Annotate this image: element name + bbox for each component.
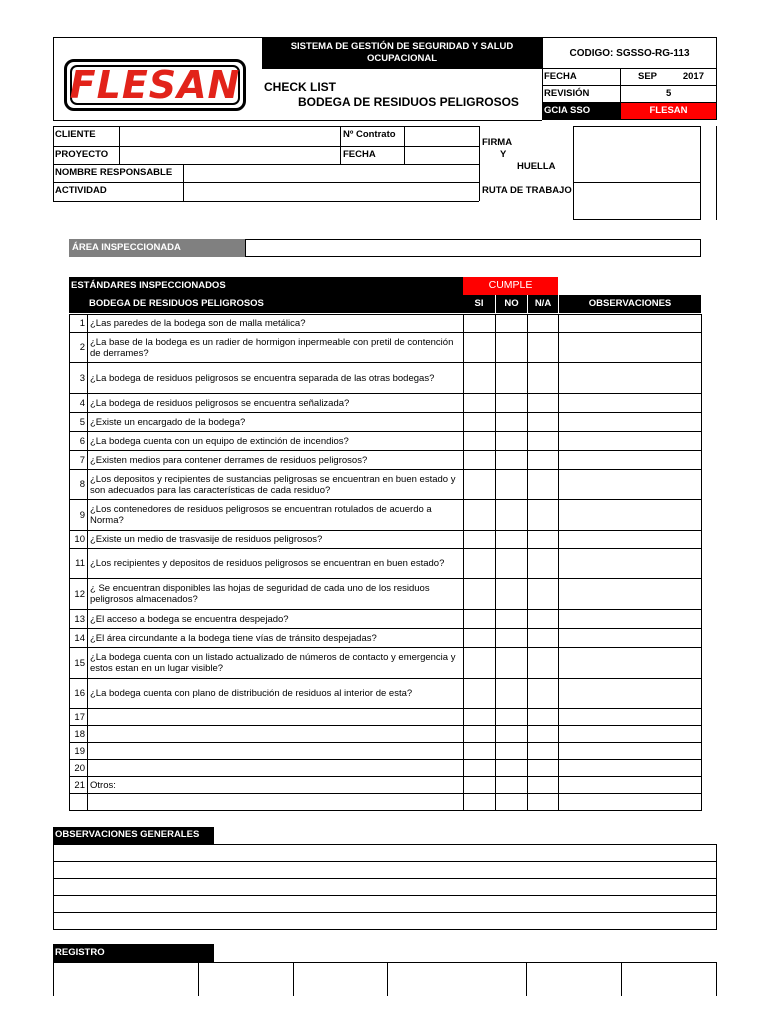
proyecto-label: PROYECTO [55, 149, 109, 160]
item-number: 10 [70, 531, 88, 549]
na-cell[interactable] [528, 760, 559, 777]
item-question: ¿Existen medios para contener derrames de residuos peligrosos? [88, 451, 464, 470]
item-number: 14 [70, 629, 88, 648]
si-cell[interactable] [464, 432, 496, 451]
na-cell[interactable] [528, 610, 559, 629]
na-cell[interactable] [528, 470, 559, 500]
ruta-box[interactable] [573, 182, 701, 220]
na-cell[interactable] [528, 394, 559, 413]
checklist-row [70, 531, 702, 549]
item-number: 6 [70, 432, 88, 451]
item-question [88, 794, 464, 811]
observaciones-cell[interactable] [559, 531, 702, 549]
no-cell[interactable] [496, 709, 528, 726]
no-cell[interactable] [496, 549, 528, 579]
item-question: ¿Los depositos y recipientes de sustancias peligrosas se encuentran en buen estado y son adecuados para las características de cada residuo? [88, 470, 464, 500]
item-question: ¿El área circundante a la bodega tiene vías de tránsito despejadas? [88, 629, 464, 648]
observaciones-cell[interactable] [559, 394, 702, 413]
checklist-row [70, 709, 702, 726]
na-cell[interactable] [528, 500, 559, 531]
si-cell[interactable] [464, 760, 496, 777]
si-cell[interactable] [464, 726, 496, 743]
observaciones-cell[interactable] [559, 451, 702, 470]
col-no: NO [495, 295, 527, 313]
contrato-label: Nº Contrato [343, 129, 396, 140]
fecha-label: FECHA [343, 149, 376, 160]
item-question: ¿La bodega cuenta con un equipo de extinción de incendios? [88, 432, 464, 451]
document-title: BODEGA DE RESIDUOS PELIGROSOS [298, 95, 519, 109]
item-question: ¿El acceso a bodega se encuentra despejado? [88, 610, 464, 629]
no-cell[interactable] [496, 629, 528, 648]
no-cell[interactable] [496, 315, 528, 333]
item-number: 15 [70, 648, 88, 679]
na-cell[interactable] [528, 363, 559, 394]
observaciones-cell[interactable] [559, 629, 702, 648]
observaciones-cell[interactable] [559, 500, 702, 531]
no-cell[interactable] [496, 333, 528, 363]
no-cell[interactable] [496, 500, 528, 531]
na-cell[interactable] [528, 777, 559, 794]
item-number: 8 [70, 470, 88, 500]
si-cell[interactable] [464, 451, 496, 470]
item-number: 7 [70, 451, 88, 470]
item-question [88, 709, 464, 726]
meta-revision-row: REVISIÓN 5 [542, 86, 717, 103]
si-cell[interactable] [464, 363, 496, 394]
no-cell[interactable] [496, 648, 528, 679]
na-cell[interactable] [528, 549, 559, 579]
observaciones-cell[interactable] [559, 413, 702, 432]
observaciones-cell[interactable] [559, 743, 702, 760]
checklist-row [70, 743, 702, 760]
item-question: ¿Las paredes de la bodega son de malla metálica? [88, 315, 464, 333]
checklist-row [70, 333, 702, 363]
checklist-row [70, 760, 702, 777]
checklist-row [70, 451, 702, 470]
huella-label: HUELLA [517, 161, 556, 172]
no-cell[interactable] [496, 363, 528, 394]
na-cell[interactable] [528, 531, 559, 549]
observaciones-cell[interactable] [559, 679, 702, 709]
y-label: Y [500, 149, 507, 160]
item-number: 13 [70, 610, 88, 629]
na-cell[interactable] [528, 794, 559, 811]
checklist-table [69, 314, 702, 811]
checklist-row [70, 394, 702, 413]
na-cell[interactable] [528, 648, 559, 679]
item-number: 2 [70, 333, 88, 363]
no-cell[interactable] [496, 470, 528, 500]
na-cell[interactable] [528, 413, 559, 432]
observaciones-cell[interactable] [559, 648, 702, 679]
si-cell[interactable] [464, 531, 496, 549]
no-cell[interactable] [496, 743, 528, 760]
cliente-label: CLIENTE [55, 129, 96, 140]
item-question: ¿La bodega de residuos peligrosos se encuentra señalizada? [88, 394, 464, 413]
si-cell[interactable] [464, 413, 496, 432]
observaciones-cell[interactable] [559, 315, 702, 333]
si-cell[interactable] [464, 794, 496, 811]
checklist-row [70, 579, 702, 610]
logo-cell [53, 37, 262, 121]
observaciones-cell[interactable] [559, 333, 702, 363]
item-number: 4 [70, 394, 88, 413]
no-cell[interactable] [496, 777, 528, 794]
no-cell[interactable] [496, 451, 528, 470]
firma-label: FIRMA [482, 137, 513, 148]
checklist-row [70, 610, 702, 629]
system-title: SISTEMA DE GESTIÓN DE SEGURIDAD Y SALUD OCUPACIONAL [262, 37, 542, 69]
ruta-label: RUTA DE TRABAJO [482, 185, 572, 196]
no-cell[interactable] [496, 760, 528, 777]
item-number [70, 794, 88, 811]
si-cell[interactable] [464, 709, 496, 726]
gcia-value: FLESAN [621, 103, 716, 119]
na-cell[interactable] [528, 709, 559, 726]
no-cell[interactable] [496, 531, 528, 549]
observaciones-cell[interactable] [559, 794, 702, 811]
item-question: ¿Los recipientes y depositos de residuos peligrosos se encuentran en buen estado? [88, 549, 464, 579]
observaciones-cell[interactable] [559, 363, 702, 394]
observaciones-cell[interactable] [559, 432, 702, 451]
checklist-row [70, 777, 702, 794]
si-cell[interactable] [464, 470, 496, 500]
standards-label: ESTÁNDARES INSPECCIONADOS [69, 277, 463, 295]
checklist-row [70, 363, 702, 394]
check-list-label: CHECK LIST [264, 80, 336, 94]
observaciones-area[interactable] [54, 845, 716, 929]
item-question: Otros: [88, 777, 464, 794]
checklist-row [70, 679, 702, 709]
item-number: 17 [70, 709, 88, 726]
item-number: 5 [70, 413, 88, 432]
registro-label: REGISTRO [53, 944, 214, 962]
item-number: 18 [70, 726, 88, 743]
no-cell[interactable] [496, 432, 528, 451]
si-cell[interactable] [464, 610, 496, 629]
observaciones-cell[interactable] [559, 760, 702, 777]
document-title-cell [262, 69, 542, 121]
na-cell[interactable] [528, 629, 559, 648]
item-number: 12 [70, 579, 88, 610]
si-cell[interactable] [464, 315, 496, 333]
col-observaciones: OBSERVACIONES [558, 295, 701, 313]
checklist-row [70, 315, 702, 333]
observaciones-cell[interactable] [559, 709, 702, 726]
no-cell[interactable] [496, 610, 528, 629]
item-question [88, 743, 464, 760]
no-cell[interactable] [496, 579, 528, 610]
item-number: 3 [70, 363, 88, 394]
checklist-row [70, 500, 702, 531]
item-question: ¿Existe un encargado de la bodega? [88, 413, 464, 432]
na-cell[interactable] [528, 451, 559, 470]
item-question [88, 760, 464, 777]
checklist-row [70, 432, 702, 451]
area-label: ÁREA INSPECCIONADA [69, 239, 245, 257]
document-code: CODIGO: SGSSO-RG-113 [542, 37, 717, 69]
si-cell[interactable] [464, 743, 496, 760]
na-cell[interactable] [528, 726, 559, 743]
no-cell[interactable] [496, 394, 528, 413]
observaciones-cell[interactable] [559, 777, 702, 794]
si-cell[interactable] [464, 629, 496, 648]
item-question: ¿La bodega cuenta con un listado actualizado de números de contacto y emergencia y estos estan en un lugar visible? [88, 648, 464, 679]
item-number: 21 [70, 777, 88, 794]
observaciones-cell[interactable] [559, 726, 702, 743]
nombre-responsable-label: NOMBRE RESPONSABLE [55, 167, 173, 178]
si-cell[interactable] [464, 579, 496, 610]
col-si: SI [463, 295, 495, 313]
section-label: BODEGA DE RESIDUOS PELIGROSOS [69, 295, 463, 313]
flesan-logo [64, 59, 246, 111]
item-question [88, 726, 464, 743]
meta-fecha-row: FECHA SEP 2017 [542, 69, 717, 86]
meta-gcia-row: GCIA SSO FLESAN [542, 103, 717, 120]
checklist-row [70, 470, 702, 500]
observaciones-cell[interactable] [559, 610, 702, 629]
na-cell[interactable] [528, 333, 559, 363]
na-cell[interactable] [528, 315, 559, 333]
item-number: 20 [70, 760, 88, 777]
item-number: 1 [70, 315, 88, 333]
item-question: ¿ Se encuentran disponibles las hojas de seguridad de cada uno de los residuos peligrosos almacenados? [88, 579, 464, 610]
no-cell[interactable] [496, 794, 528, 811]
item-number: 9 [70, 500, 88, 531]
checklist-row [70, 648, 702, 679]
firma-box[interactable] [573, 126, 701, 183]
area-input[interactable] [245, 239, 701, 257]
no-cell[interactable] [496, 413, 528, 432]
registro-area[interactable] [54, 963, 716, 996]
item-question: ¿La base de la bodega es un radier de hormigon inpermeable con pretil de contención de derrames? [88, 333, 464, 363]
actividad-label: ACTIVIDAD [55, 185, 107, 196]
checklist-row [70, 629, 702, 648]
checklist-row [70, 726, 702, 743]
na-cell[interactable] [528, 579, 559, 610]
si-cell[interactable] [464, 394, 496, 413]
observaciones-label: OBSERVACIONES GENERALES [53, 827, 214, 844]
observaciones-cell[interactable] [559, 579, 702, 610]
si-cell[interactable] [464, 777, 496, 794]
na-cell[interactable] [528, 679, 559, 709]
logo-text: FLESAN [69, 63, 241, 107]
si-cell[interactable] [464, 549, 496, 579]
no-cell[interactable] [496, 726, 528, 743]
item-number: 11 [70, 549, 88, 579]
checklist-row [70, 549, 702, 579]
item-number: 19 [70, 743, 88, 760]
item-question: ¿La bodega cuenta con plano de distribución de residuos al interior de esta? [88, 679, 464, 709]
si-cell[interactable] [464, 500, 496, 531]
item-number: 16 [70, 679, 88, 709]
si-cell[interactable] [464, 648, 496, 679]
si-cell[interactable] [464, 679, 496, 709]
cumple-label: CUMPLE [463, 277, 558, 295]
checklist-row [70, 413, 702, 432]
na-cell[interactable] [528, 432, 559, 451]
na-cell[interactable] [528, 743, 559, 760]
observaciones-cell[interactable] [559, 470, 702, 500]
no-cell[interactable] [496, 679, 528, 709]
observaciones-cell[interactable] [559, 549, 702, 579]
item-question: ¿Existe un medio de trasvasije de residuos peligrosos? [88, 531, 464, 549]
checklist-row [70, 794, 702, 811]
item-question: ¿Los contenedores de residuos peligrosos se encuentran rotulados de acuerdo a Norma? [88, 500, 464, 531]
col-na: N/A [527, 295, 558, 313]
item-question: ¿La bodega de residuos peligrosos se encuentra separada de las otras bodegas? [88, 363, 464, 394]
si-cell[interactable] [464, 333, 496, 363]
